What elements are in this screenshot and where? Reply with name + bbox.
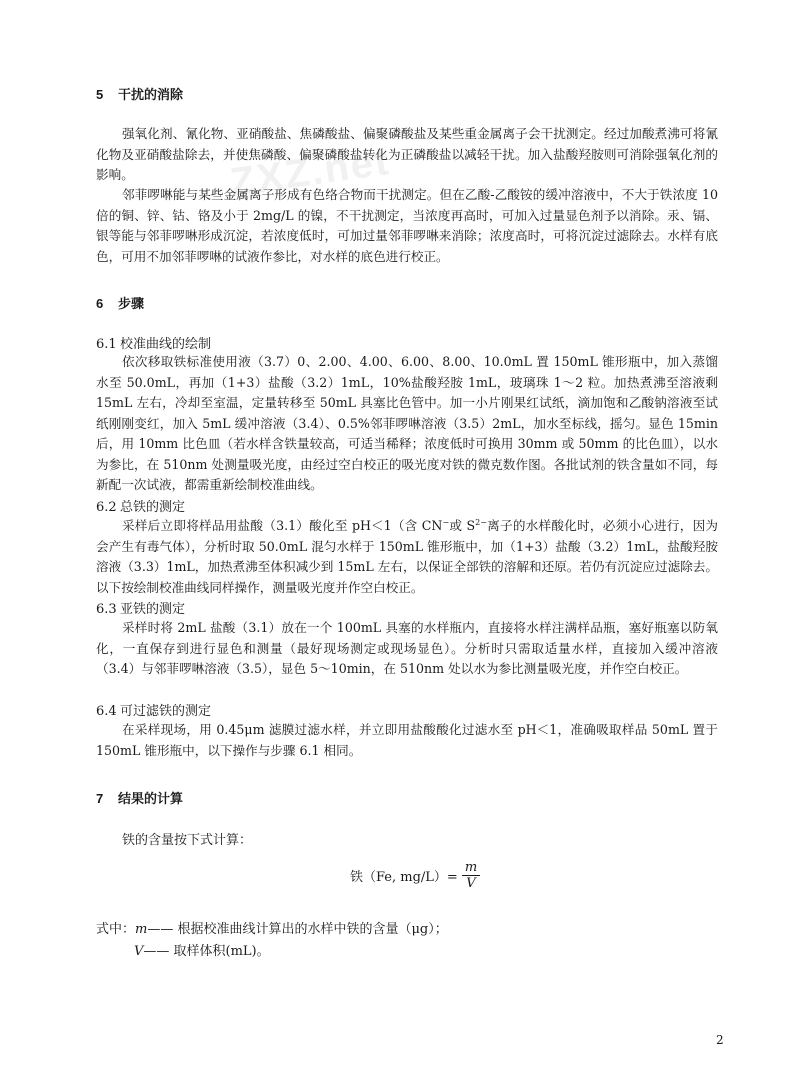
text-run: 离子的水样酸化时，必须小心进行，因为会产生有毒气体），分析时取 50.0mL 混匀水样于 150mL 锥形瓶中，加（1+3）盐酸（3.2）1mL，盐酸羟胺溶液（3.3）1mL，加热煮沸至体积减少到 15mL 左右，以保证全部铁的溶解和还原。若仍有沉淀应过滤除去。以下按绘制校准曲线同样操作，测量吸光度并作空白校正。 (96, 518, 719, 595)
subsection-6-4-heading (96, 700, 211, 719)
subsection-title: 可过滤铁的测定 (120, 704, 212, 719)
section-5-heading (96, 84, 183, 103)
symbol-v: V (134, 944, 144, 959)
formula-intro: 铁的含量按下式计算： (122, 833, 253, 848)
subsection-title: 校准曲线的绘制 (120, 337, 212, 352)
subsection-6-2-heading (96, 496, 185, 515)
subsection-number: 6.3 (96, 602, 117, 617)
subsection-6-3-heading (96, 598, 185, 617)
section-title: 步骤 (118, 296, 145, 311)
section-title: 结果的计算 (118, 791, 184, 806)
formula (350, 860, 480, 891)
subsection-6-1-heading (96, 333, 211, 352)
definition-m (96, 918, 448, 937)
paragraph (96, 516, 718, 598)
formula-left: 铁（Fe, mg/L）= (350, 870, 458, 885)
section-title: 干扰的消除 (118, 87, 184, 102)
paragraph: 依次移取铁标准使用液（3.7）0、2.00、4.00、6.00、8.00、10.0mL 置 150mL 锥形瓶中，加入蒸馏水至 50.0mL，再加（1+3）盐酸（3.2）1mL，10%盐酸羟胺 1mL，玻璃珠 1～2 粒。加热煮沸至溶液剩 15mL 左右，冷却至室温，定量转移至 50mL 具塞比色管中。加一小片刚果红试纸，滴加饱和乙酸钠溶液至试纸刚刚变红，加入 5mL 缓冲溶液（3.4）、0.5%邻菲啰啉溶液（3.5）2mL，加水至标线，摇匀。显色 15min 后，用 10mm 比色皿（若水样含铁量较高，可适当稀释；浓度低时可换用 30mm 或 50mm 的比色皿），以水为参比，在 510nm 处测量吸光度，由经过空白校正的吸光度对铁的微克数作图。各批试剂的铁含量如不同，每新配一次试液，都需重新绘制校准曲线。 (96, 354, 718, 492)
symbol-m: m (135, 922, 148, 937)
section-6-heading (96, 293, 144, 312)
page-number: 2 (716, 1033, 724, 1047)
definition-text: —— 取样体积(mL)。 (143, 944, 270, 959)
section-number: 5 (96, 87, 104, 102)
subsection-title: 亚铁的测定 (120, 602, 186, 617)
text-run: 采样后立即将样品用盐酸（3.1）酸化至 pH＜1（含 CN (122, 518, 443, 533)
subsection-title: 总铁的测定 (120, 500, 186, 515)
section-number: 7 (96, 791, 104, 806)
definition-v (134, 940, 270, 959)
section-7-heading (96, 788, 183, 807)
paragraph: 邻菲啰啉能与某些金属离子形成有色络合物而干扰测定。但在乙酸-乙酸铵的缓冲溶液中，不大于铁浓度 10 倍的铜、锌、钴、铬及小于 2mg/L 的镍，不干扰测定，当浓度再高时，可加入过量显色剂予以消除。汞、镉、银等能与邻菲啰啉形成沉淀，若浓度低时，可加过量邻菲啰啉来消除；浓度高时，可将沉淀过滤除去。水样有底色，可用不加邻菲啰啉的试液作参比，对水样的底色进行校正。 (96, 187, 718, 264)
paragraph: 在采样现场，用 0.45μm 滤膜过滤水样，并立即用盐酸酸化过滤水至 pH＜1，准确吸取样品 50mL 置于 150mL 锥形瓶中，以下操作与步骤 6.1 相同。 (96, 722, 718, 758)
fraction-denominator: V (466, 876, 476, 891)
subsection-number: 6.2 (96, 500, 117, 515)
where-label: 式中： (96, 922, 136, 937)
subsection-number: 6.1 (96, 337, 117, 352)
superscript: − (442, 517, 450, 527)
watermark: ZXZ.net (227, 139, 393, 205)
fraction-numerator: m (462, 860, 480, 876)
fraction (462, 860, 480, 891)
subsection-number: 6.4 (96, 704, 117, 719)
paragraph: 采样时将 2mL 盐酸（3.1）放在一个 100mL 具塞的水样瓶内，直接将水样注满样品瓶，塞好瓶塞以防氧化，一直保存到进行显色和测量（最好现场测定或现场显色）。分析时只需取适量水样，直接加入缓冲溶液（3.4）与邻菲啰啉溶液（3.5），显色 5～10min，在 510nm 处以水为参比测量吸光度，并作空白校正。 (96, 620, 718, 676)
superscript: 2− (475, 517, 487, 527)
paragraph: 强氧化剂、氰化物、亚硝酸盐、焦磷酸盐、偏聚磷酸盐及某些重金属离子会干扰测定。经过加酸煮沸可将氰化物及亚硝酸盐除去，并使焦磷酸、偏聚磷酸盐转化为正磷酸盐以减轻干扰。加入盐酸羟胺则可消除强氧化剂的影响。 (96, 126, 718, 182)
definition-text: —— 根据校准曲线计算出的水样中铁的含量（μg）； (147, 922, 448, 937)
text-run: 或 S (449, 518, 476, 533)
section-number: 6 (96, 296, 104, 311)
